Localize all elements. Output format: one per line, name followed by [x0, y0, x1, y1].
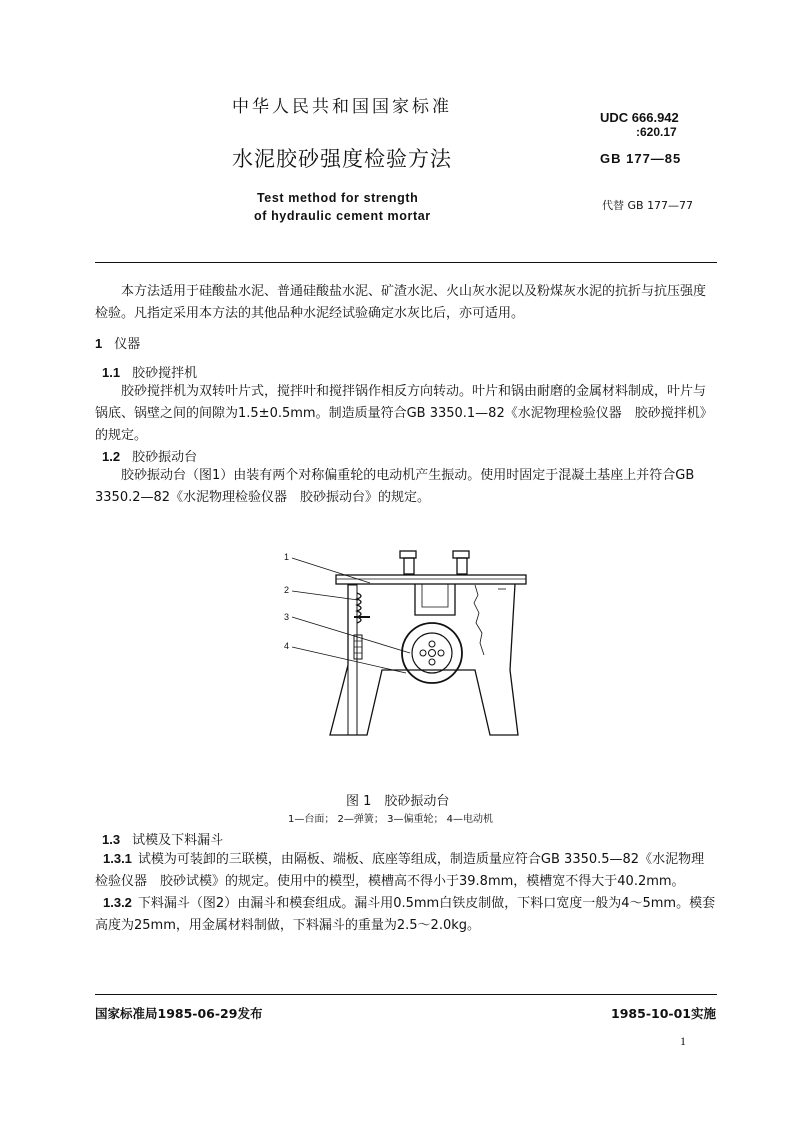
figure-label-3: 3	[284, 612, 290, 622]
figure-label-4: 4	[284, 641, 290, 651]
figure-1-caption: 图 1 胶砂振动台	[346, 794, 450, 809]
clamp-cap-right	[453, 551, 469, 558]
section-1-title: 仪器	[114, 337, 141, 352]
section-1-2-number: 1.2	[102, 449, 121, 464]
udc-code-continued: :620.17	[636, 125, 677, 139]
section-1-3-1-text: 试模为可装卸的三联模，由隔板、端板、底座等组成，制造质量应符合GB 3350.5—82《水泥物理检验仪器 胶砂试模》的规定。使用中的模型，模槽高不得小于39.8mm，模槽宽不得大于40.2mm。	[95, 852, 705, 889]
section-1-3-1-number: 1.3.1	[103, 851, 132, 866]
leader-line-3	[292, 617, 410, 653]
section-1-2-text: 胶砂振动台（图1）由装有两个对称偏重轮的电动机产生振动。使用时固定于混凝土基座上并符合GB 3350.2—82《水泥物理检验仪器 胶砂振动台》的规定。	[95, 468, 695, 505]
section-1-3-1-paragraph	[95, 848, 717, 893]
section-1-3-title: 试模及下料漏斗	[132, 833, 224, 848]
standard-number: GB 177—85	[600, 151, 682, 166]
section-1-2-heading	[102, 446, 197, 465]
clamp-stem-right	[457, 558, 467, 574]
udc-code: UDC 666.942	[600, 110, 679, 125]
standard-type-title: 中华人民共和国国家标准	[232, 97, 452, 117]
english-title-line2: of hydraulic cement mortar	[254, 209, 431, 223]
figure-label-1: 1	[284, 552, 290, 562]
spring	[357, 593, 361, 623]
table-top	[336, 575, 526, 584]
section-1-number: 1	[95, 336, 103, 351]
section-1-1-text: 胶砂搅拌机为双转叶片式，搅拌叶和搅拌锅作相反方向转动。叶片和锅由耐磨的金属材料制成，叶片与锅底、锅壁之间的间隙为1.5±0.5mm。制造质量符合GB 3350.1—82《水泥物理检验仪器 胶砂搅拌机》的规定。	[95, 384, 713, 443]
issue-date: 国家标准局1985-06-29发布	[95, 1006, 263, 1021]
section-1-3-2-number: 1.3.2	[103, 895, 132, 910]
effective-date: 1985-10-01实施	[611, 1006, 716, 1021]
clamp-cap-left	[400, 551, 416, 558]
section-1-heading	[95, 333, 140, 352]
leader-line-4	[292, 647, 406, 673]
document-title: 水泥胶砂强度检验方法	[232, 147, 452, 171]
eccentric-wheel	[412, 633, 452, 673]
section-1-1-heading	[102, 362, 197, 381]
replaces-standard: 代替 GB 177—77	[602, 199, 694, 212]
figure-label-2: 2	[284, 585, 290, 595]
clamp-stem-left	[404, 558, 414, 574]
english-title-line1: Test method for strength	[257, 191, 419, 205]
leader-line-1	[292, 558, 370, 583]
footer-divider	[95, 994, 717, 995]
page-number: 1	[680, 1034, 686, 1048]
section-1-1-title: 胶砂搅拌机	[132, 366, 198, 381]
section-1-3-2-text: 下料漏斗（图2）由漏斗和模套组成。漏斗用0.5mm白铁皮制做，下料口宽度一般为4～5mm。模套高度为25mm，用金属材料制做，下料漏斗的重量为2.5～2.0kg。	[95, 896, 716, 933]
intro-paragraph: 本方法适用于硅酸盐水泥、普通硅酸盐水泥、矿渣水泥、火山灰水泥以及粉煤灰水泥的抗折与抗压强度检验。凡指定采用本方法的其他品种水泥经试验确定水灰比后，亦可适用。	[95, 284, 707, 321]
section-1-3-2-paragraph	[95, 892, 717, 937]
motor-housing	[402, 623, 462, 683]
header-divider	[95, 262, 717, 263]
section-1-2-title: 胶砂振动台	[132, 450, 198, 465]
motor-bracket	[415, 584, 455, 615]
section-1-1-number: 1.1	[102, 365, 121, 380]
figure-1-drawing	[270, 545, 540, 745]
figure-1-legend: 1—台面； 2—弹簧； 3—偏重轮； 4—电动机	[288, 814, 493, 825]
section-1-3-number: 1.3	[102, 832, 121, 847]
section-1-3-heading	[102, 829, 223, 848]
